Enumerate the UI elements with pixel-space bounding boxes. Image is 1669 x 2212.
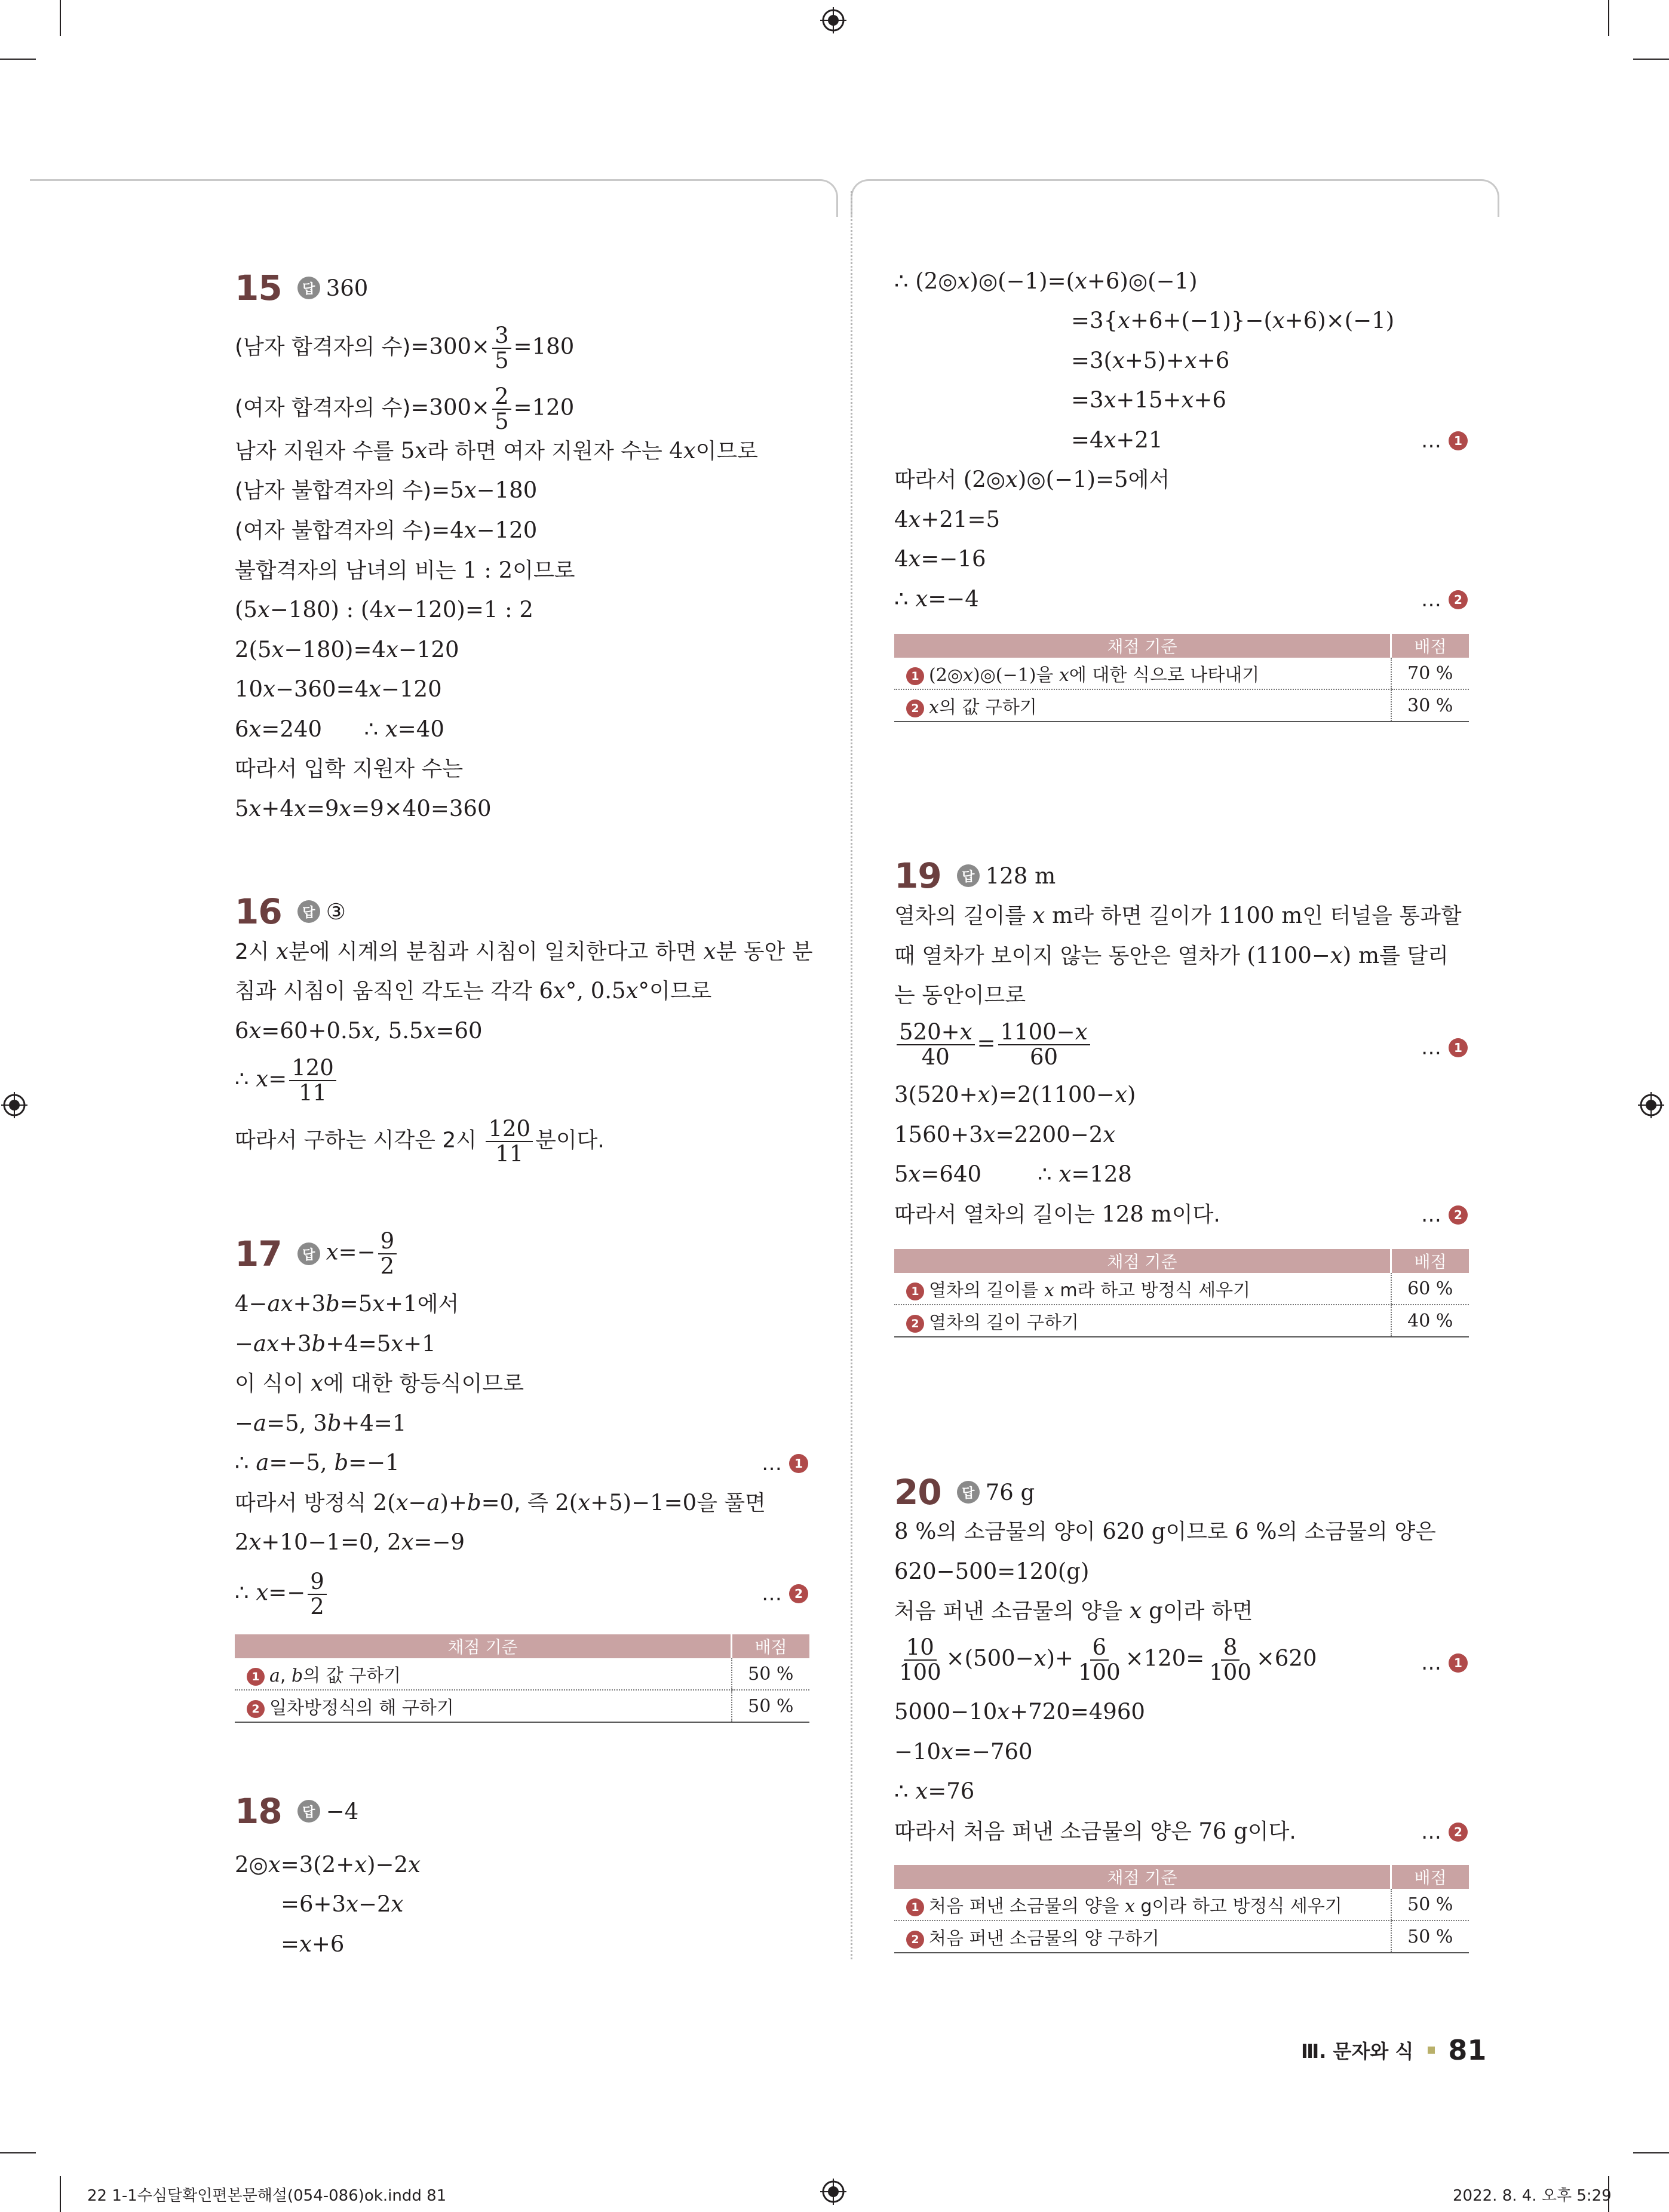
criteria-cell: 1 (2◎x)◎(−1)을 x에 대한 식으로 나타내기 [894,658,1391,689]
question-20-header [894,1472,1035,1512]
criteria-header: 채점 기준 [894,634,1391,658]
scoring-table [894,1249,1469,1337]
solution-line: 따라서 입학 지원자 수는 [235,757,464,781]
solution-line: ∴ x=− $\frac{9}{2}$ [235,1570,329,1619]
solution-line: =4x+21 [1071,427,1163,453]
solution-line: −a=5, 3b+4=1 [235,1410,407,1436]
registration-mark-icon [820,2179,846,2205]
solution-line: 는 동안이므로 [894,983,1026,1008]
answer-badge-icon: 답 [297,900,320,923]
section-square-icon [1428,2047,1435,2054]
scoring-table [894,1865,1469,1953]
solution-line: 8 %의 소금물의 양이 620 g이므로 6 %의 소금물의 양은 [894,1518,1436,1544]
solution-line: ∴ (2◎x)◎(−1)=(x+6)◎(−1) [894,268,1198,294]
solution-line: 따라서 구하는 시각은 2시 $\frac{120}{11}$ 분이다. [235,1116,605,1167]
criteria-header: 채점 기준 [894,1865,1391,1889]
criteria-cell: 2 일차방정식의 해 구하기 [235,1690,732,1722]
page-footer [1301,2034,1486,2066]
question-number: 19 [894,855,941,896]
solution-line: =3{x+6+(−1)}−(x+6)×(−1) [1071,308,1395,333]
footer-file-info: 22 1-1수심달확인편본문해설(054-086)ok.indd 81 [87,2187,447,2205]
header-frame-left [30,179,838,217]
question-number: 18 [235,1791,282,1831]
solution-line: 6x=60+0.5x, 5.5x=60 [235,1018,483,1044]
score-header: 배점 [1391,634,1469,658]
answer-badge-icon: 답 [957,864,980,887]
answer-value: ③ [326,898,346,925]
section-label: Ⅲ. 문자와 식 [1301,2040,1414,2063]
score-cell: 50 % [1391,1889,1469,1920]
solution-line: (남자 불합격자의 수)=5x−180 [235,477,538,503]
crop-mark [60,0,61,36]
solution-line: 4x=−16 [894,546,986,572]
solution-line: ∴ a=−5, b=−1 [235,1450,400,1475]
solution-line: (5x−180) : (4x−120)=1 : 2 [235,597,533,622]
score-cell: 50 % [732,1690,810,1722]
solution-line: 처음 퍼낸 소금물의 양을 x g이라 하면 [894,1598,1253,1624]
solution-line: ∴ x=76 [894,1778,975,1804]
solution-line: (여자 합격자의 수)=300× $\frac{2}{5}$ =120 [235,384,575,434]
crop-mark [1633,59,1669,60]
score-cell: 50 % [1391,1920,1469,1953]
crop-mark [1633,2152,1669,2153]
solution-line: 10x−360=4x−120 [235,676,442,702]
criteria-header: 채점 기준 [235,1634,732,1658]
solution-line: 1560+3x=2200−2x [894,1122,1116,1148]
question-18-header [235,1791,358,1831]
answer-value: 360 [326,275,369,301]
answer-value: −4 [326,1798,359,1824]
question-number: 17 [235,1234,282,1274]
step-marker: … 1 [1421,1651,1468,1675]
solution-line: 2◎x=3(2+x)−2x [235,1852,421,1877]
solution-line: (여자 불합격자의 수)=4x−120 [235,517,538,543]
solution-line: 열차의 길이를 x m라 하면 길이가 1100 m인 터널을 통과할 [894,903,1462,928]
solution-line: =x+6 [281,1931,345,1957]
score-header: 배점 [1391,1865,1469,1889]
page-number: 81 [1448,2034,1487,2066]
solution-line: 5000−10x+720=4960 [894,1699,1145,1725]
score-header: 배점 [732,1634,810,1658]
question-number: 20 [894,1472,941,1512]
solution-line: =3(x+5)+x+6 [1071,348,1230,373]
registration-mark-icon [820,7,846,33]
score-cell: 50 % [732,1658,810,1690]
solution-line: 4x+21=5 [894,507,1001,532]
step-marker: … 2 [1421,1203,1468,1227]
registration-mark-icon [1638,1092,1664,1118]
solution-line: 620−500=120(g) [894,1558,1090,1584]
crop-mark [0,2152,36,2153]
question-number: 15 [235,268,282,308]
solution-line: 4−ax+3b=5x+1에서 [235,1291,459,1317]
solution-line: 2x+10−1=0, 2x=−9 [235,1529,465,1555]
score-cell: 60 % [1391,1273,1469,1305]
header-frame-right [851,179,1499,217]
step-marker: … 1 [1421,429,1468,453]
solution-line: =6+3x−2x [281,1891,404,1917]
solution-line: $\frac{520+x}{40}$ = $\frac{1100-x}{60}$ [894,1020,1093,1069]
registration-mark-icon [1,1092,27,1118]
answer-value: x=− $\frac{9}{2}$ [326,1229,399,1278]
solution-line: 때 열차가 보이지 않는 동안은 열차가 (1100−x) m를 달리 [894,943,1449,968]
solution-line: 따라서 (2◎x)◎(−1)=5에서 [894,467,1170,492]
criteria-cell: 1 a, b의 값 구하기 [235,1658,732,1690]
answer-badge-icon: 답 [297,277,320,299]
criteria-cell: 1 처음 퍼낸 소금물의 양을 x g이라 하고 방정식 세우기 [894,1889,1391,1920]
scoring-table [235,1634,809,1723]
solution-line: 남자 지원자 수를 5x라 하면 여자 지원자 수는 4x이므로 [235,438,758,464]
question-17-header [235,1229,399,1278]
solution-line: ∴ x= $\frac{120}{11}$ [235,1056,339,1105]
criteria-cell: 2 처음 퍼낸 소금물의 양 구하기 [894,1920,1391,1953]
column-divider [851,191,852,1959]
solution-line: $\frac{10}{100}$ ×(500−x)+ $\frac{6}{100}$ ×120= $\frac{8}{100}$ ×620 [899,1634,1317,1685]
step-marker: … 1 [1421,1036,1468,1060]
solution-line: 2시 x분에 시계의 분침과 시침이 일치한다고 하면 x분 동안 분 [235,938,813,964]
question-19-header [894,855,1056,896]
solution-line: 5x=640 ∴ x=128 [894,1161,1132,1187]
solution-line: 6x=240 ∴ x=40 [235,716,444,742]
step-marker: … 2 [1421,1820,1468,1844]
solution-line: 2(5x−180)=4x−120 [235,637,459,662]
solution-line: 따라서 방정식 2(x−a)+b=0, 즉 2(x+5)−1=0을 풀면 [235,1490,766,1515]
solution-line: =3x+15+x+6 [1071,387,1226,413]
criteria-cell: 2 열차의 길이 구하기 [894,1305,1391,1337]
answer-value: 128 m [985,863,1056,889]
crop-mark [60,2176,61,2212]
answer-badge-icon: 답 [957,1481,980,1504]
footer-timestamp: 2022. 8. 4. 오후 5:29 [1453,2187,1612,2205]
step-marker: … 1 [762,1452,808,1475]
solution-line: 이 식이 x에 대한 항등식이므로 [235,1370,524,1396]
solution-line: ∴ x=−4 [894,586,979,612]
answer-value: 76 g [985,1479,1035,1505]
solution-line: −ax+3b+4=5x+1 [235,1331,436,1357]
step-marker: … 2 [1421,588,1468,612]
solution-line: (남자 합격자의 수)=300× $\frac{3}{5}$ =180 [235,323,575,373]
step-marker: … 2 [762,1582,808,1606]
crop-mark [1608,0,1609,36]
score-cell: 30 % [1391,689,1469,722]
solution-line: 불합격자의 남녀의 비는 1 : 2이므로 [235,557,575,583]
solution-line: 3(520+x)=2(1100−x) [894,1082,1136,1107]
score-cell: 70 % [1391,658,1469,689]
crop-mark [0,59,36,60]
question-number: 16 [235,891,282,932]
answer-badge-icon: 답 [297,1242,320,1265]
solution-line: 따라서 처음 퍼낸 소금물의 양은 76 g이다. [894,1818,1296,1844]
score-header: 배점 [1391,1249,1469,1273]
answer-badge-icon: 답 [297,1800,320,1823]
criteria-cell: 2 x의 값 구하기 [894,689,1391,722]
criteria-header: 채점 기준 [894,1249,1391,1273]
question-15-header [235,268,368,308]
solution-line: 따라서 열차의 길이는 128 m이다. [894,1201,1220,1227]
question-16-header [235,891,346,932]
scoring-table [894,634,1469,722]
criteria-cell: 1 열차의 길이를 x m라 하고 방정식 세우기 [894,1273,1391,1305]
score-cell: 40 % [1391,1305,1469,1337]
solution-line: 5x+4x=9x=9×40=360 [235,796,492,821]
solution-line: 침과 시침이 움직인 각도는 각각 6x°, 0.5x°이므로 [235,978,712,1004]
solution-line: −10x=−760 [894,1739,1033,1765]
